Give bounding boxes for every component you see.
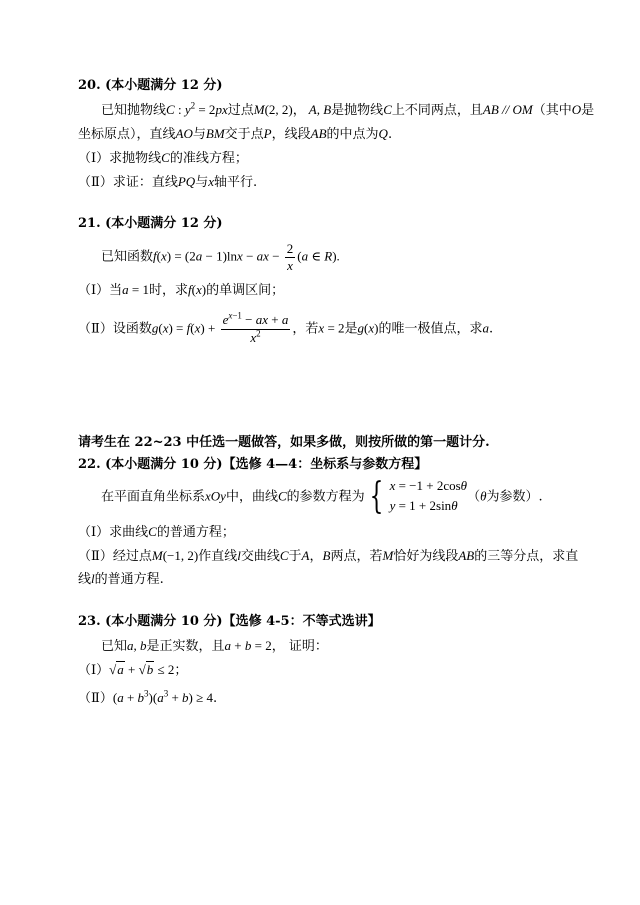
q20-part1: （Ⅰ）求抛物线C的准线方程； — [78, 150, 248, 166]
q20-header: 20. (本小题满分 12 分) — [78, 78, 223, 93]
q20-line1: 已知抛物线C : $y^2 = 2px$过点M(2, 2)， A, B是抛物线C上不同两点，且AB // OM（其中O是 — [101, 100, 595, 118]
instruction-text: 请考生在 22~23 中任选一题做答，如果多做，则按所做的第一题计分. — [78, 435, 490, 450]
q22-part2-cont: 线l的普通方程. — [78, 571, 164, 587]
q21-part1: （Ⅰ）当a = 1时，求f(x)的单调区间； — [78, 282, 285, 298]
q23-part2: （Ⅱ）(a + $b^3)(a^3 + b) \ge 4$. — [78, 688, 218, 706]
q21-intro: 已知函数f(x) = (2a − 1)lnx − ax − $\frac{2}{x}$ (a ∈ R). — [101, 241, 340, 273]
q23-header: 23. (本小题满分 10 分)【选修 4-5：不等式选讲】 — [78, 614, 381, 629]
q20-part2: （Ⅱ）求证：直线PQ与x轴平行. — [78, 174, 258, 190]
q22-header: 22. (本小题满分 10 分)【选修 4—4：坐标系与参数方程】 — [78, 457, 428, 472]
q22-part2: （Ⅱ）经过点M(−1, 2)作直线l交曲线C于A，B两点，若M恰好为线段AB的三等分点，求直 — [78, 548, 579, 564]
q21-part2: （Ⅱ）设函数g(x) = f(x) + $\frac{e^{x-1} - ax + a}{x^2}$ ，若x = 2是g(x)的唯一极值点，求a. — [78, 310, 494, 345]
q23-part1: （Ⅰ）√a + √b ≤ 2； — [78, 662, 188, 678]
q22-part1: （Ⅰ）求曲线C的普通方程； — [78, 524, 235, 540]
q20-line2: 坐标原点），直线AO与BM交于点P，线段AB的中点为Q. — [78, 126, 393, 142]
q21-header: 21. (本小题满分 12 分) — [78, 216, 223, 231]
q22-intro: 在平面直角坐标系xOy中，曲线C的参数方程为 { x = −1 + 2cosθ y = 1 + 2sinθ （θ为参数）. — [101, 475, 543, 517]
q23-intro: 已知a, b是正实数，且a + b = 2， 证明： — [101, 638, 328, 654]
